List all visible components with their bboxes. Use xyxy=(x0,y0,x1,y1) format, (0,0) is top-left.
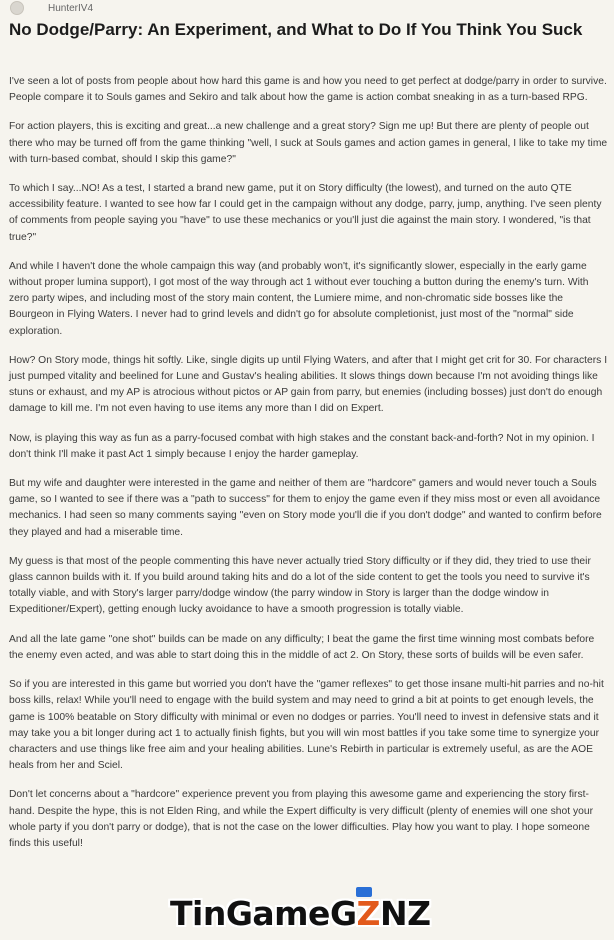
post-paragraph: To which I say...NO! As a test, I started a brand new game, put it on Story difficulty (the lowest), and turned on the auto QTE accessibility feature. I wanted to see how far I could get in the campaign without any dodge, parry, jump, anything. I've seen plenty of comments from people saying you "have" to use these mechanics or you'll just die against the main story. I wondered, "is that true?" xyxy=(9,183,602,243)
watermark-logo-text-right: NZ xyxy=(379,893,431,933)
post-paragraph: How? On Story mode, things hit softly. Like, single digits up until Flying Waters, and after that I might get crit for 30. For characters I just pumped vitality and beelined for Lune and Gustav's healing abilities. It slows things down because I'm not avoiding things like stuns or exhaust, and my AP is atrocious without pictos or AP gain from parry, but enemies (including bosses) just don't do enough damage to kill me. I'm not even having to use items any more than I did on Expert. xyxy=(9,354,608,415)
watermark-logo-text-z: Z xyxy=(356,893,380,933)
post-author[interactable]: HunterIV4 xyxy=(48,2,94,14)
post-paragraph: So if you are interested in this game but worried you don't have the "gamer reflexes" to get those insane multi-hit parries and no-hit boss kills, relax! While you'll need to engage with the build system and may need to grind a bit at points to get enough levels, the game is 100% beatable on Story difficulty with minimal or even no dodges or parries. You'll need to invest in defensive stats and it may take you a bit longer during act 1 to actually finish fights, but you will win most battles if you take some time to synergize your characters and use things like free aim and your healing abilities. Lune's Rebirth in particular is extremely useful, as are the AOE heals from her and Sciel. xyxy=(9,679,604,772)
post-paragraph: My guess is that most of the people commenting this have never actually tried Story difficulty or if they did, they tried to use their glass cannon builds with it. If you build around taking hits and do a lot of the side content to get the tools you need to survive it's totally viable, and with Story's larger parry/dodge window (the parry window in Story is larger than the dodge window in Expeditioner/Expert), getting enough lucky avoidance to have a smooth progression is totally viable. xyxy=(9,555,591,616)
post-body xyxy=(9,74,609,865)
post-paragraph: For action players, this is exciting and great...a new challenge and a great story? Sign me up! But there are plenty of people out there who may be turned off from the game thinking "well, I suck at Souls games and action games in general, I like to take my time with turn-based combat, should I skip this game?" xyxy=(9,121,608,165)
post-paragraph: Now, is playing this way as fun as a parry-focused combat with high stakes and the constant back-and-forth? Not in my opinion. I don't think I'll make it past Act 1 simply because I enjoy the harder gameplay. xyxy=(9,432,595,460)
post-paragraph: And all the late game "one shot" builds can be made on any difficulty; I beat the game the first time winning most combats before the enemy even acted, and was able to start doing this in the middle of act 2. On Story, these sorts of builds will be even safer. xyxy=(9,633,595,661)
post-author-row xyxy=(10,0,93,16)
post-paragraph: But my wife and daughter were interested in the game and neither of them are "hardcore" gamers and would never touch a Souls game, so I wanted to see if there was a "path to success" for them to enjoy the game even if they miss most or even all avoidance mechanics. I had seen so many comments saying "even on Story mode you'll die if you don't dodge" and wanted to confirm before they played and had a miserable time. xyxy=(9,478,602,538)
watermark-logo-text-left: TinGame xyxy=(170,893,330,933)
post-paragraph: Don't let concerns about a "hardcore" experience prevent you from playing this awesome game and experiencing the story first-hand. Despite the hype, this is not Elden Ring, and while the Expert difficulty is very difficult (plenty of enemies will one shot your whole party if you don't parry or dodge), that is not the case on the lower difficulties. Play how you want to play. I hope someone finds this useful! xyxy=(9,789,593,849)
post-paragraph: And while I haven't done the whole campaign this way (and probably won't, it's significantly slower, especially in the early game without proper lumina support), I got most of the way through act 1 without ever touching a button during the enemy's turn. With zero party wipes, and including most of the story main content, the Lumiere mime, and non-chromatic side bosses like the Bourgeon in Flying Waters. I never had to grind levels and didn't go for absolute completionist, just most of the "normal" side exploration. xyxy=(9,260,589,337)
watermark-logo xyxy=(170,890,431,936)
post-paragraph: I've seen a lot of posts from people about how hard this game is and how you need to get perfect at dodge/parry in order to survive. People compare it to Souls games and Sekiro and talk about how the game is action combat sneaking in as a turn-based RPG. xyxy=(9,76,607,104)
post-title[interactable]: No Dodge/Parry: An Experiment, and What to Do If You Think You Suck xyxy=(9,20,583,39)
avatar[interactable] xyxy=(10,1,24,15)
watermark-logo-text-mid: G xyxy=(329,893,357,933)
